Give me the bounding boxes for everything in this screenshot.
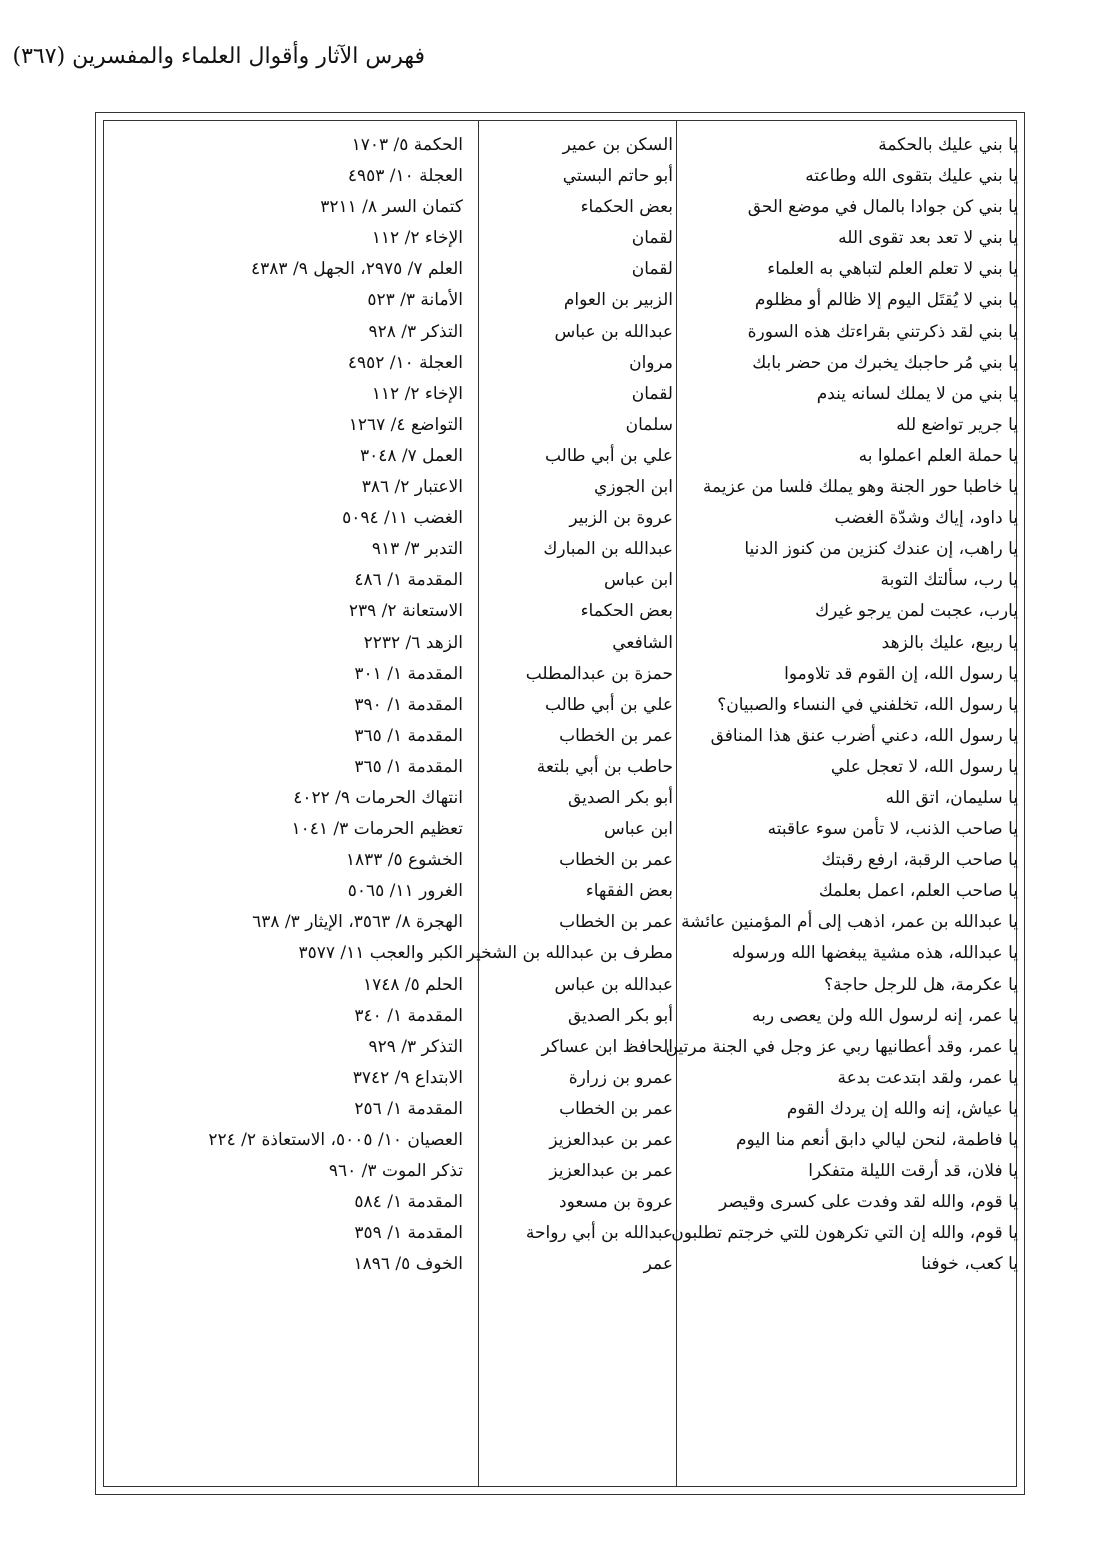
index-row — [102, 285, 1018, 316]
index-entry-source: العمل ٧/ ٣٠٤٨ — [359, 445, 463, 466]
index-entry-speaker: حمزة بن عبدالمطلب — [525, 663, 673, 684]
index-entry-text: يا عمر، إنه لرسول الله ولن يعصى ربه — [752, 1005, 1018, 1026]
index-entry-text: يا رسول الله، تخلفني في النساء والصبيان؟ — [717, 694, 1018, 715]
index-row — [102, 1125, 1018, 1156]
index-entry-source: الاستعانة ٢/ ٢٣٩ — [348, 601, 463, 622]
index-row — [102, 472, 1018, 503]
index-entry-source: الحلم ٥/ ١٧٤٨ — [362, 974, 463, 995]
index-row — [102, 161, 1018, 192]
index-entry-text: يا بني عليك بالحكمة — [878, 135, 1018, 155]
index-row — [102, 814, 1018, 845]
index-row — [102, 1187, 1018, 1218]
index-entry-text: يا عكرمة، هل للرجل حاجة؟ — [824, 974, 1018, 995]
index-row — [102, 410, 1018, 441]
index-entry-speaker: لقمان — [631, 259, 673, 280]
index-entry-speaker: عمر — [643, 1254, 673, 1275]
index-row — [102, 1218, 1018, 1249]
index-row — [102, 783, 1018, 814]
index-row — [102, 348, 1018, 379]
index-row — [102, 192, 1018, 223]
index-entry-source: التذكر ٣/ ٩٢٨ — [368, 321, 463, 342]
index-entry-source: المقدمة ١/ ٣٠١ — [354, 663, 463, 684]
index-entry-source: الخشوع ٥/ ١٨٣٣ — [345, 850, 463, 871]
index-entry-speaker: علي بن أبي طالب — [544, 694, 673, 715]
index-row — [102, 1156, 1018, 1187]
index-entry-source: المقدمة ١/ ٣٤٠ — [354, 1005, 463, 1026]
index-entry-text: يا عمر، وقد أعطانيها ربي عز وجل في الجنة مرتين — [665, 1036, 1018, 1057]
page-title: فهرس الآثار وأقوال العلماء والمفسرين (٣٦٧) — [12, 44, 425, 69]
index-entry-text: يا بني لقد ذكرتني بقراءتك هذه السورة — [747, 321, 1018, 342]
index-entry-speaker: عمر بن الخطاب — [559, 912, 673, 933]
index-entry-source: التدبر ٣/ ٩١٣ — [371, 539, 463, 560]
index-entry-speaker: سلمان — [625, 414, 673, 435]
index-entry-speaker: عبدالله بن المبارك — [543, 539, 673, 560]
index-entry-source: الهجرة ٨/ ٣٥٦٣، الإيثار ٣/ ٦٣٨ — [252, 912, 463, 933]
index-entry-source: الزهد ٦/ ٢٢٣٢ — [363, 632, 463, 653]
index-entry-speaker: ابن الجوزي — [594, 477, 673, 498]
index-entry-text: يا بني مُر حاجبك يخبرك من حضر بابك — [752, 352, 1018, 373]
index-entry-speaker: بعض الحكماء — [580, 601, 673, 622]
index-entry-text: يارب، عجبت لمن يرجو غيرك — [815, 601, 1018, 622]
index-entry-text: يا عبدالله بن عمر، اذهب إلى أم المؤمنين عائشة — [681, 912, 1018, 933]
index-entry-source: الأمانة ٣/ ٥٢٣ — [367, 290, 463, 311]
index-row — [102, 130, 1018, 161]
index-entry-speaker: عمر بن عبدالعزيز — [549, 1130, 673, 1150]
index-entry-text: يا رسول الله، لا تعجل علي — [830, 756, 1018, 777]
index-row — [102, 379, 1018, 410]
page-header — [0, 44, 1117, 84]
index-entry-text: يا فلان، قد أرقت الليلة متفكرا — [808, 1161, 1018, 1182]
index-row — [102, 752, 1018, 783]
index-entry-source: العلم ٧/ ٢٩٧٥، الجهل ٩/ ٤٣٨٣ — [251, 259, 463, 280]
index-row — [102, 223, 1018, 254]
index-entry-source: التذكر ٣/ ٩٢٩ — [368, 1036, 463, 1057]
index-entry-speaker: الزبير بن العوام — [563, 290, 673, 311]
index-entry-speaker: لقمان — [631, 383, 673, 404]
index-entry-source: كتمان السر ٨/ ٣٢١١ — [320, 197, 463, 218]
index-entry-source: المقدمة ١/ ٣٦٥ — [354, 756, 463, 777]
index-entry-speaker: عبدالله بن عباس — [554, 321, 673, 342]
index-entry-text: يا رب، سألتك التوبة — [880, 570, 1018, 591]
index-row — [102, 1063, 1018, 1094]
index-entry-source: تعظيم الحرمات ٣/ ١٠٤١ — [291, 819, 463, 840]
index-entry-source: العجلة ١٠/ ٤٩٥٣ — [347, 166, 463, 187]
index-entry-source: العجلة ١٠/ ٤٩٥٢ — [347, 352, 463, 373]
index-table — [102, 130, 1018, 1280]
index-entry-source: الابتداع ٩/ ٣٧٤٢ — [352, 1067, 463, 1088]
index-row — [102, 845, 1018, 876]
index-entry-source: الغرور ١١/ ٥٠٦٥ — [347, 881, 463, 902]
index-row — [102, 1094, 1018, 1125]
index-row — [102, 938, 1018, 969]
index-row — [102, 565, 1018, 596]
index-entry-source: العصيان ١٠/ ٥٠٠٥، الاستعاذة ٢/ ٢٢٤ — [208, 1130, 463, 1150]
index-entry-speaker: ابن عباس — [603, 570, 673, 591]
index-entry-speaker: عمر بن الخطاب — [559, 1098, 673, 1119]
index-row — [102, 659, 1018, 690]
index-entry-text: يا سليمان، اتق الله — [885, 787, 1018, 808]
index-entry-text: يا بني عليك بتقوى الله وطاعته — [805, 166, 1018, 187]
index-entry-text: يا خاطبا حور الجنة وهو يملك فلسا من عزيمة — [702, 477, 1018, 498]
index-entry-text: يا صاحب العلم، اعمل بعلمك — [818, 881, 1018, 902]
index-entry-source: تذكر الموت ٣/ ٩٦٠ — [328, 1161, 463, 1182]
index-entry-speaker: لقمان — [631, 228, 673, 249]
index-row — [102, 534, 1018, 565]
index-entry-text: يا بني من لا يملك لسانه يندم — [816, 383, 1018, 404]
index-entry-speaker: عبدالله بن عباس — [554, 974, 673, 995]
index-entry-text: يا حملة العلم اعملوا به — [858, 445, 1018, 466]
index-entry-source: الإخاء ٢/ ١١٢ — [371, 383, 463, 404]
index-entry-speaker: مطرف بن عبدالله بن الشخير — [466, 943, 673, 964]
index-entry-source: المقدمة ١/ ٥٨٤ — [354, 1192, 463, 1213]
index-entry-text: يا بني لا يُقتَل اليوم إلا ظالم أو مظلوم — [754, 290, 1018, 311]
index-entry-text: يا جرير تواضع لله — [896, 414, 1018, 435]
index-entry-source: الغضب ١١/ ٥٠٩٤ — [342, 508, 463, 529]
index-entry-text: يا قوم، والله إن التي تكرهون للتي خرجتم تطلبون — [671, 1223, 1018, 1244]
index-entry-text: يا داود، إياك وشدّة الغضب — [834, 508, 1018, 529]
index-entry-source: انتهاك الحرمات ٩/ ٤٠٢٢ — [293, 787, 463, 808]
index-entry-text: يا بني لا تعلم العلم لتباهي به العلماء — [767, 259, 1018, 280]
index-entry-text: يا عياش، إنه والله إن يردك القوم — [786, 1098, 1018, 1119]
index-entry-source: الإخاء ٢/ ١١٢ — [371, 228, 463, 249]
index-entry-speaker: عمر بن الخطاب — [559, 725, 673, 746]
index-row — [102, 907, 1018, 938]
index-entry-text: يا رسول الله، دعني أضرب عنق هذا المنافق — [710, 725, 1018, 746]
index-row — [102, 596, 1018, 627]
index-entry-text: يا رسول الله، إن القوم قد تلاوموا — [784, 663, 1018, 684]
index-entry-source: المقدمة ١/ ٣٥٩ — [354, 1223, 463, 1244]
index-row — [102, 1001, 1018, 1032]
index-entry-source: المقدمة ١/ ٣٦٥ — [354, 725, 463, 746]
index-entry-text: يا قوم، والله لقد وفدت على كسرى وقيصر — [719, 1192, 1018, 1213]
index-entry-speaker: عمر بن عبدالعزيز — [549, 1161, 673, 1182]
index-entry-speaker: عبدالله بن أبي رواحة — [525, 1223, 673, 1244]
index-entry-source: التواضع ٤/ ١٢٦٧ — [348, 414, 463, 435]
index-row — [102, 970, 1018, 1001]
index-entry-text: يا كعب، خوفنا — [921, 1254, 1018, 1275]
index-entry-speaker: علي بن أبي طالب — [544, 445, 673, 466]
index-row — [102, 1249, 1018, 1280]
index-entry-text: يا صاحب الرقبة، ارفع رقبتك — [821, 850, 1018, 871]
index-entry-speaker: أبو حاتم البستي — [562, 166, 673, 187]
index-entry-speaker: بعض الفقهاء — [585, 881, 673, 902]
index-entry-speaker: أبو بكر الصديق — [567, 787, 673, 808]
index-row — [102, 254, 1018, 285]
index-entry-source: المقدمة ١/ ٣٩٠ — [354, 694, 463, 715]
index-entry-speaker: عمرو بن زرارة — [568, 1067, 673, 1088]
index-row — [102, 1032, 1018, 1063]
index-entry-speaker: مروان — [629, 352, 673, 373]
index-row — [102, 317, 1018, 348]
index-entry-source: الكبر والعجب ١١/ ٣٥٧٧ — [298, 943, 463, 964]
index-entry-source: المقدمة ١/ ٤٨٦ — [354, 570, 463, 591]
index-entry-source: الحكمة ٥/ ١٧٠٣ — [351, 135, 463, 155]
index-entry-speaker: الشافعي — [612, 632, 673, 653]
index-entry-text: يا عبدالله، هذه مشية يبغضها الله ورسوله — [731, 943, 1018, 964]
index-entry-speaker: عروة بن مسعود — [559, 1192, 673, 1213]
index-entry-text: يا بني لا تعد بعد تقوى الله — [838, 228, 1018, 249]
index-entry-text: يا راهب، إن عندك كنزين من كنوز الدنيا — [744, 539, 1018, 560]
index-entry-text: يا عمر، ولقد ابتدعت بدعة — [837, 1067, 1018, 1088]
index-row — [102, 690, 1018, 721]
index-entry-speaker: أبو بكر الصديق — [567, 1005, 673, 1026]
index-entry-speaker: عروة بن الزبير — [569, 508, 673, 529]
index-entry-source: الخوف ٥/ ١٨٩٦ — [353, 1254, 463, 1275]
index-entry-speaker: ابن عباس — [603, 819, 673, 840]
index-entry-source: الاعتبار ٢/ ٣٨٦ — [361, 477, 463, 498]
index-entry-source: المقدمة ١/ ٢٥٦ — [354, 1098, 463, 1119]
index-entry-speaker: السكن بن عمير — [562, 135, 673, 155]
index-row — [102, 441, 1018, 472]
index-entry-text: يا فاطمة، لنحن ليالي دابق أنعم منا اليوم — [736, 1130, 1018, 1150]
index-entry-text: يا بني كن جوادا بالمال في موضع الحق — [747, 197, 1018, 218]
index-entry-speaker: حاطب بن أبي بلتعة — [536, 756, 673, 777]
index-entry-text: يا ربيع، عليك بالزهد — [881, 632, 1018, 653]
index-row — [102, 503, 1018, 534]
index-entry-speaker: الحافظ ابن عساكر — [541, 1036, 673, 1057]
index-entry-speaker: عمر بن الخطاب — [559, 850, 673, 871]
index-entry-text: يا صاحب الذنب، لا تأمن سوء عاقبته — [767, 819, 1018, 840]
index-row — [102, 721, 1018, 752]
index-row — [102, 628, 1018, 659]
index-entry-speaker: بعض الحكماء — [580, 197, 673, 218]
index-row — [102, 876, 1018, 907]
